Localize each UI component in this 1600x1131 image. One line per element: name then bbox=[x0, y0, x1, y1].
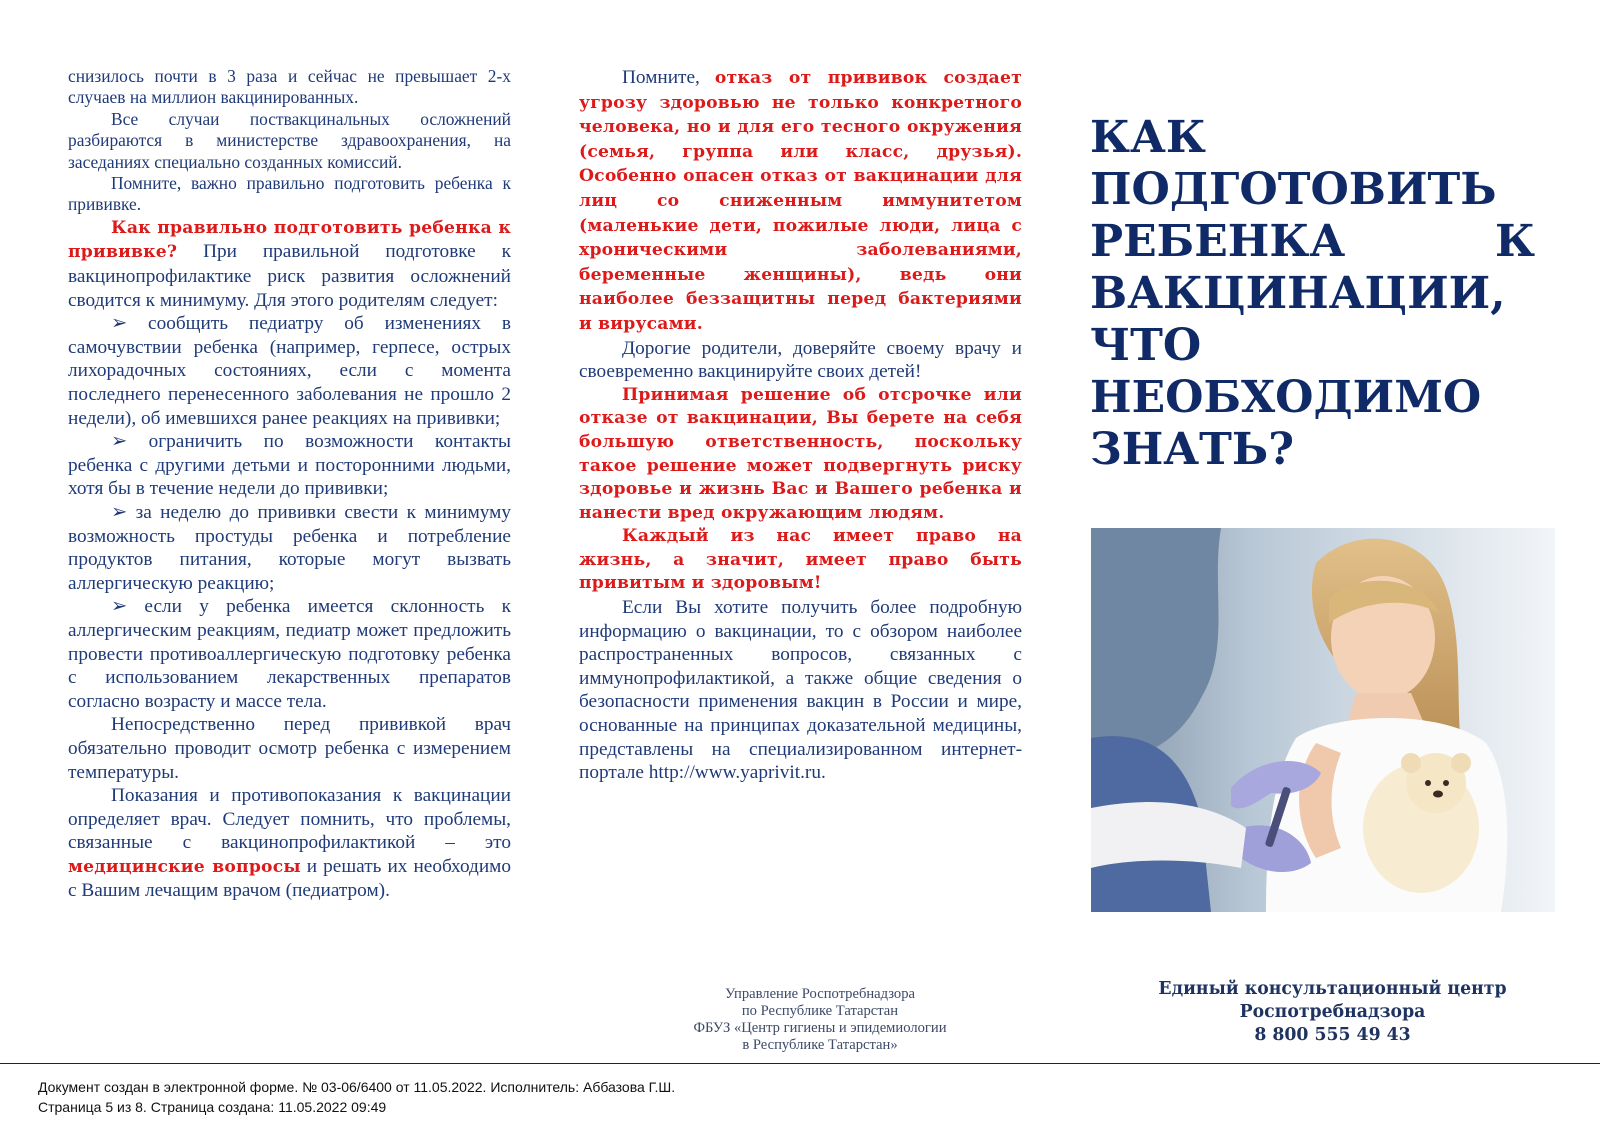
bullet-item bbox=[68, 312, 511, 430]
highlighted-question: Как правильно подготовить ребенка к прививке? bbox=[68, 217, 511, 263]
bullet-text: за неделю до прививки свести к минимуму возможность простуды ребенка и потребление продуктов питания, которые могут вызвать аллергическую реакцию; bbox=[68, 501, 511, 594]
warning-paragraph: Принимая решение об отсрочке или отказе от вакцинации, Вы берете на себя большую ответственность, поскольку такое решение может подвергнуть риску здоровье и жизнь Вас и Вашего ребенка и нанести вред окружающим людям. bbox=[579, 384, 1022, 523]
issuer-line: ФБУЗ «Центр гигиены и эпидемиологии bbox=[693, 1020, 947, 1036]
bullet-item bbox=[68, 501, 511, 595]
doc-meta-line: Страница 5 из 8. Страница создана: 11.05.2022 09:49 bbox=[38, 1099, 387, 1115]
warning-text: отказ от прививок создает угрозу здоровью не только конкретного человека, но и для его тесного окружения (семья, группа или класс, друзья). Особенно опасен отказ от вакцинации для лиц со сниженным иммунитетом (маленькие дети, пожилые люди, лица с хроническими заболеваниями, беременные женщины), ведь они наиболее беззащитны перед бактериями и вирусами. bbox=[579, 68, 1022, 334]
left-column bbox=[68, 66, 511, 903]
hotline-phone: 8 800 555 49 43 bbox=[1254, 1025, 1411, 1045]
paragraph bbox=[68, 784, 511, 903]
paragraph-text: Показания и противопоказания к вакцинации определяет врач. Следует помнить, что проблемы, связанные с вакцинопрофилактикой – это bbox=[68, 785, 511, 854]
paragraph: Дорогие родители, доверяйте своему врачу и своевременно вакцинируйте своих детей! bbox=[579, 337, 1022, 383]
middle-column bbox=[579, 66, 1022, 785]
paragraph: снизилось почти в 3 раза и сейчас не превышает 2-х случаев на миллион вакцинированных. bbox=[68, 66, 511, 108]
bullet-arrow-icon: ➢ bbox=[111, 431, 128, 453]
document-metadata bbox=[38, 1077, 675, 1117]
bullet-text: сообщить педиатру об изменениях в самочувствии ребенка (например, герпесе, острых лихорадочных состояниях, если с момента последнего перенесенного заболевания не прошло 2 недели), об имевшихся ранее реакциях на прививки; bbox=[68, 313, 512, 429]
paragraph-text: При правильной подготовке к вакцинопрофилактике риск развития осложнений сводится к минимуму. Для этого родителям следует: bbox=[68, 241, 511, 311]
issuer-block bbox=[622, 986, 1018, 1054]
brochure-title: КАК ПОДГОТОВИТЬ РЕБЕНКА К ВАКЦИНАЦИИ, ЧТО НЕОБХОДИМО ЗНАТЬ? bbox=[1090, 112, 1535, 475]
paragraph bbox=[68, 216, 511, 312]
highlighted-phrase: медицинские вопросы bbox=[68, 856, 301, 877]
bullet-arrow-icon: ➢ bbox=[111, 501, 128, 523]
bullet-text: если у ребенка имеется склонность к аллергическим реакциям, педиатр может предложить провести противоаллергическую подготовку ребенка с использованием лекарственных препаратов согласно возрасту и массе тела. bbox=[68, 596, 511, 712]
paragraph: Помните, важно правильно подготовить ребенка к прививке. bbox=[68, 173, 511, 215]
issuer-line: в Республике Татарстан» bbox=[742, 1037, 898, 1053]
paragraph: Все случаи поствакцинальных осложнений разбираются в министерстве здравоохранения, на заседаниях специально созданных комиссий. bbox=[68, 108, 511, 172]
bullet-arrow-icon: ➢ bbox=[111, 596, 128, 618]
center-name: Единый консультационный центр bbox=[1158, 979, 1507, 999]
paragraph: Непосредственно перед прививкой врач обязательно проводит осмотр ребенка с измерением температуры. bbox=[68, 714, 511, 783]
bullet-text: ограничить по возможности контакты ребенка с другими детьми и посторонними людьми, хотя бы в течение недели до прививки; bbox=[68, 431, 511, 500]
paragraph-text: и решать их необходимо с Вашим лечащим врачом (педиатром). bbox=[68, 855, 511, 902]
doc-meta-line: Документ создан в электронной форме. № 03-06/6400 от 11.05.2022. Исполнитель: Аббазова Г.Ш. bbox=[38, 1079, 676, 1095]
center-name: Роспотребнадзора bbox=[1239, 1002, 1426, 1022]
bullet-item bbox=[68, 430, 511, 501]
bullet-arrow-icon: ➢ bbox=[111, 313, 128, 335]
issuer-line: Управление Роспотребнадзора bbox=[724, 986, 916, 1002]
issuer-line: по Республике Татарстан bbox=[741, 1003, 899, 1019]
vaccination-photo bbox=[1091, 528, 1555, 912]
warning-paragraph: Каждый из нас имеет право на жизнь, а значит, имеет право быть привитым и здоровым! bbox=[579, 526, 1022, 594]
paragraph: Если Вы хотите получить более подробную информацию о вакцинации, то с обзором наиболее распространенных вопросов, связанных с иммунопрофилактикой, а также общие сведения о безопасности применения вакцин в России и мире, основанные на принципах доказательной медицины, представлены на специализированном интернет-портале http://www.yaprivit.ru. bbox=[579, 597, 1022, 784]
divider-line bbox=[0, 1063, 1600, 1064]
paragraph-text: Помните, bbox=[622, 67, 715, 88]
consultation-center-block bbox=[1100, 978, 1565, 1047]
paragraph bbox=[579, 66, 1022, 337]
bullet-item bbox=[68, 595, 511, 713]
photo-illustration bbox=[1091, 528, 1555, 912]
